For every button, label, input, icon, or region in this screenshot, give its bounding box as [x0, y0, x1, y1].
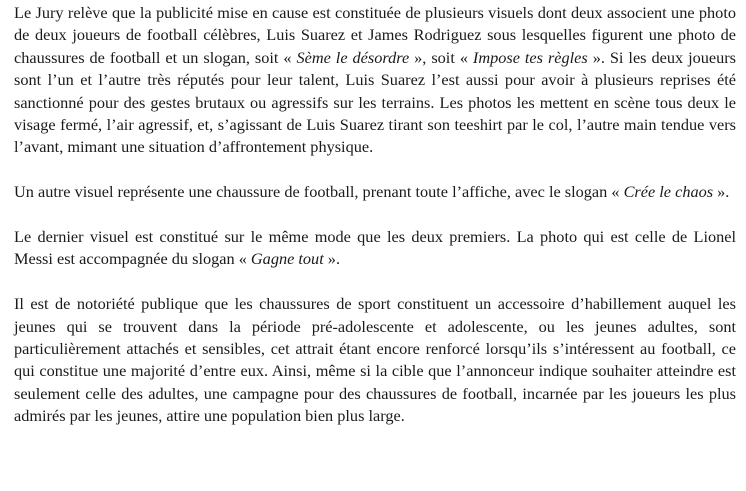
slogan-text: Impose tes règles: [472, 47, 588, 67]
text-segment: Le dernier visuel est constitué sur le même mode que les deux premiers. La photo qui est celle de Lionel Messi est accompagnée du slogan «: [14, 227, 736, 269]
text-segment: Un autre visuel représente une chaussure de football, prenant toute l’affiche, avec le slogan «: [14, 182, 624, 202]
paragraph-shoe-visual: [14, 181, 736, 203]
document-page: [14, 2, 736, 428]
slogan-text: Gagne tout: [250, 249, 324, 269]
text-segment: », soit «: [409, 47, 473, 67]
text-segment: ».: [323, 249, 341, 269]
text-segment: Il est de notoriété publique que les chaussures de sport constituent un accessoire d’habillement auquel les jeunes qui se trouvent dans la période pré-adolescente et adolescente, ou les jeunes adultes, sont particulièrement attachés et sensibles, cet attrait étant encore renforcé lorsqu’ils s’intéressent au football, ce qui constitue une majorité d’entre eux. Ainsi, même si la cible que l’annonceur indique souhaiter atteindre est seulement celle des adultes, une campagne pour des chaussures de football, incarnée par les joueurs les plus admirés par les jeunes, attire une population bien plus large.: [14, 294, 736, 426]
slogan-text: Crée le chaos: [623, 182, 714, 202]
slogan-text: Sème le désordre: [296, 47, 410, 67]
paragraph-target-audience: [14, 293, 736, 427]
text-segment: ». Si les deux joueurs sont l’un et l’autre très réputés pour leur talent, Luis Suarez l’est aussi pour avoir à plusieurs reprises été sanctionné pour des gestes brutaux ou agressifs sur les terrains. Les photos les mettent en scène tous deux le visage fermé, l’air agressif, et, s’agissant de Luis Suarez tirant son teeshirt par le col, l’autre main tendue vers l’avant, mimant une situation d’affrontement physique.: [14, 47, 737, 157]
text-segment: ».: [713, 182, 730, 202]
text-segment: Le Jury relève que la publicité mise en cause est constituée de plusieurs visuels dont deux associent une photo de deux joueurs de football célèbres, Luis Suarez et James Rodriguez sous lesquelles figurent une photo de chaussures de football et un slogan, soit «: [14, 3, 736, 67]
paragraph-players-visuals: [14, 2, 736, 159]
paragraph-last-visual: [14, 226, 736, 271]
